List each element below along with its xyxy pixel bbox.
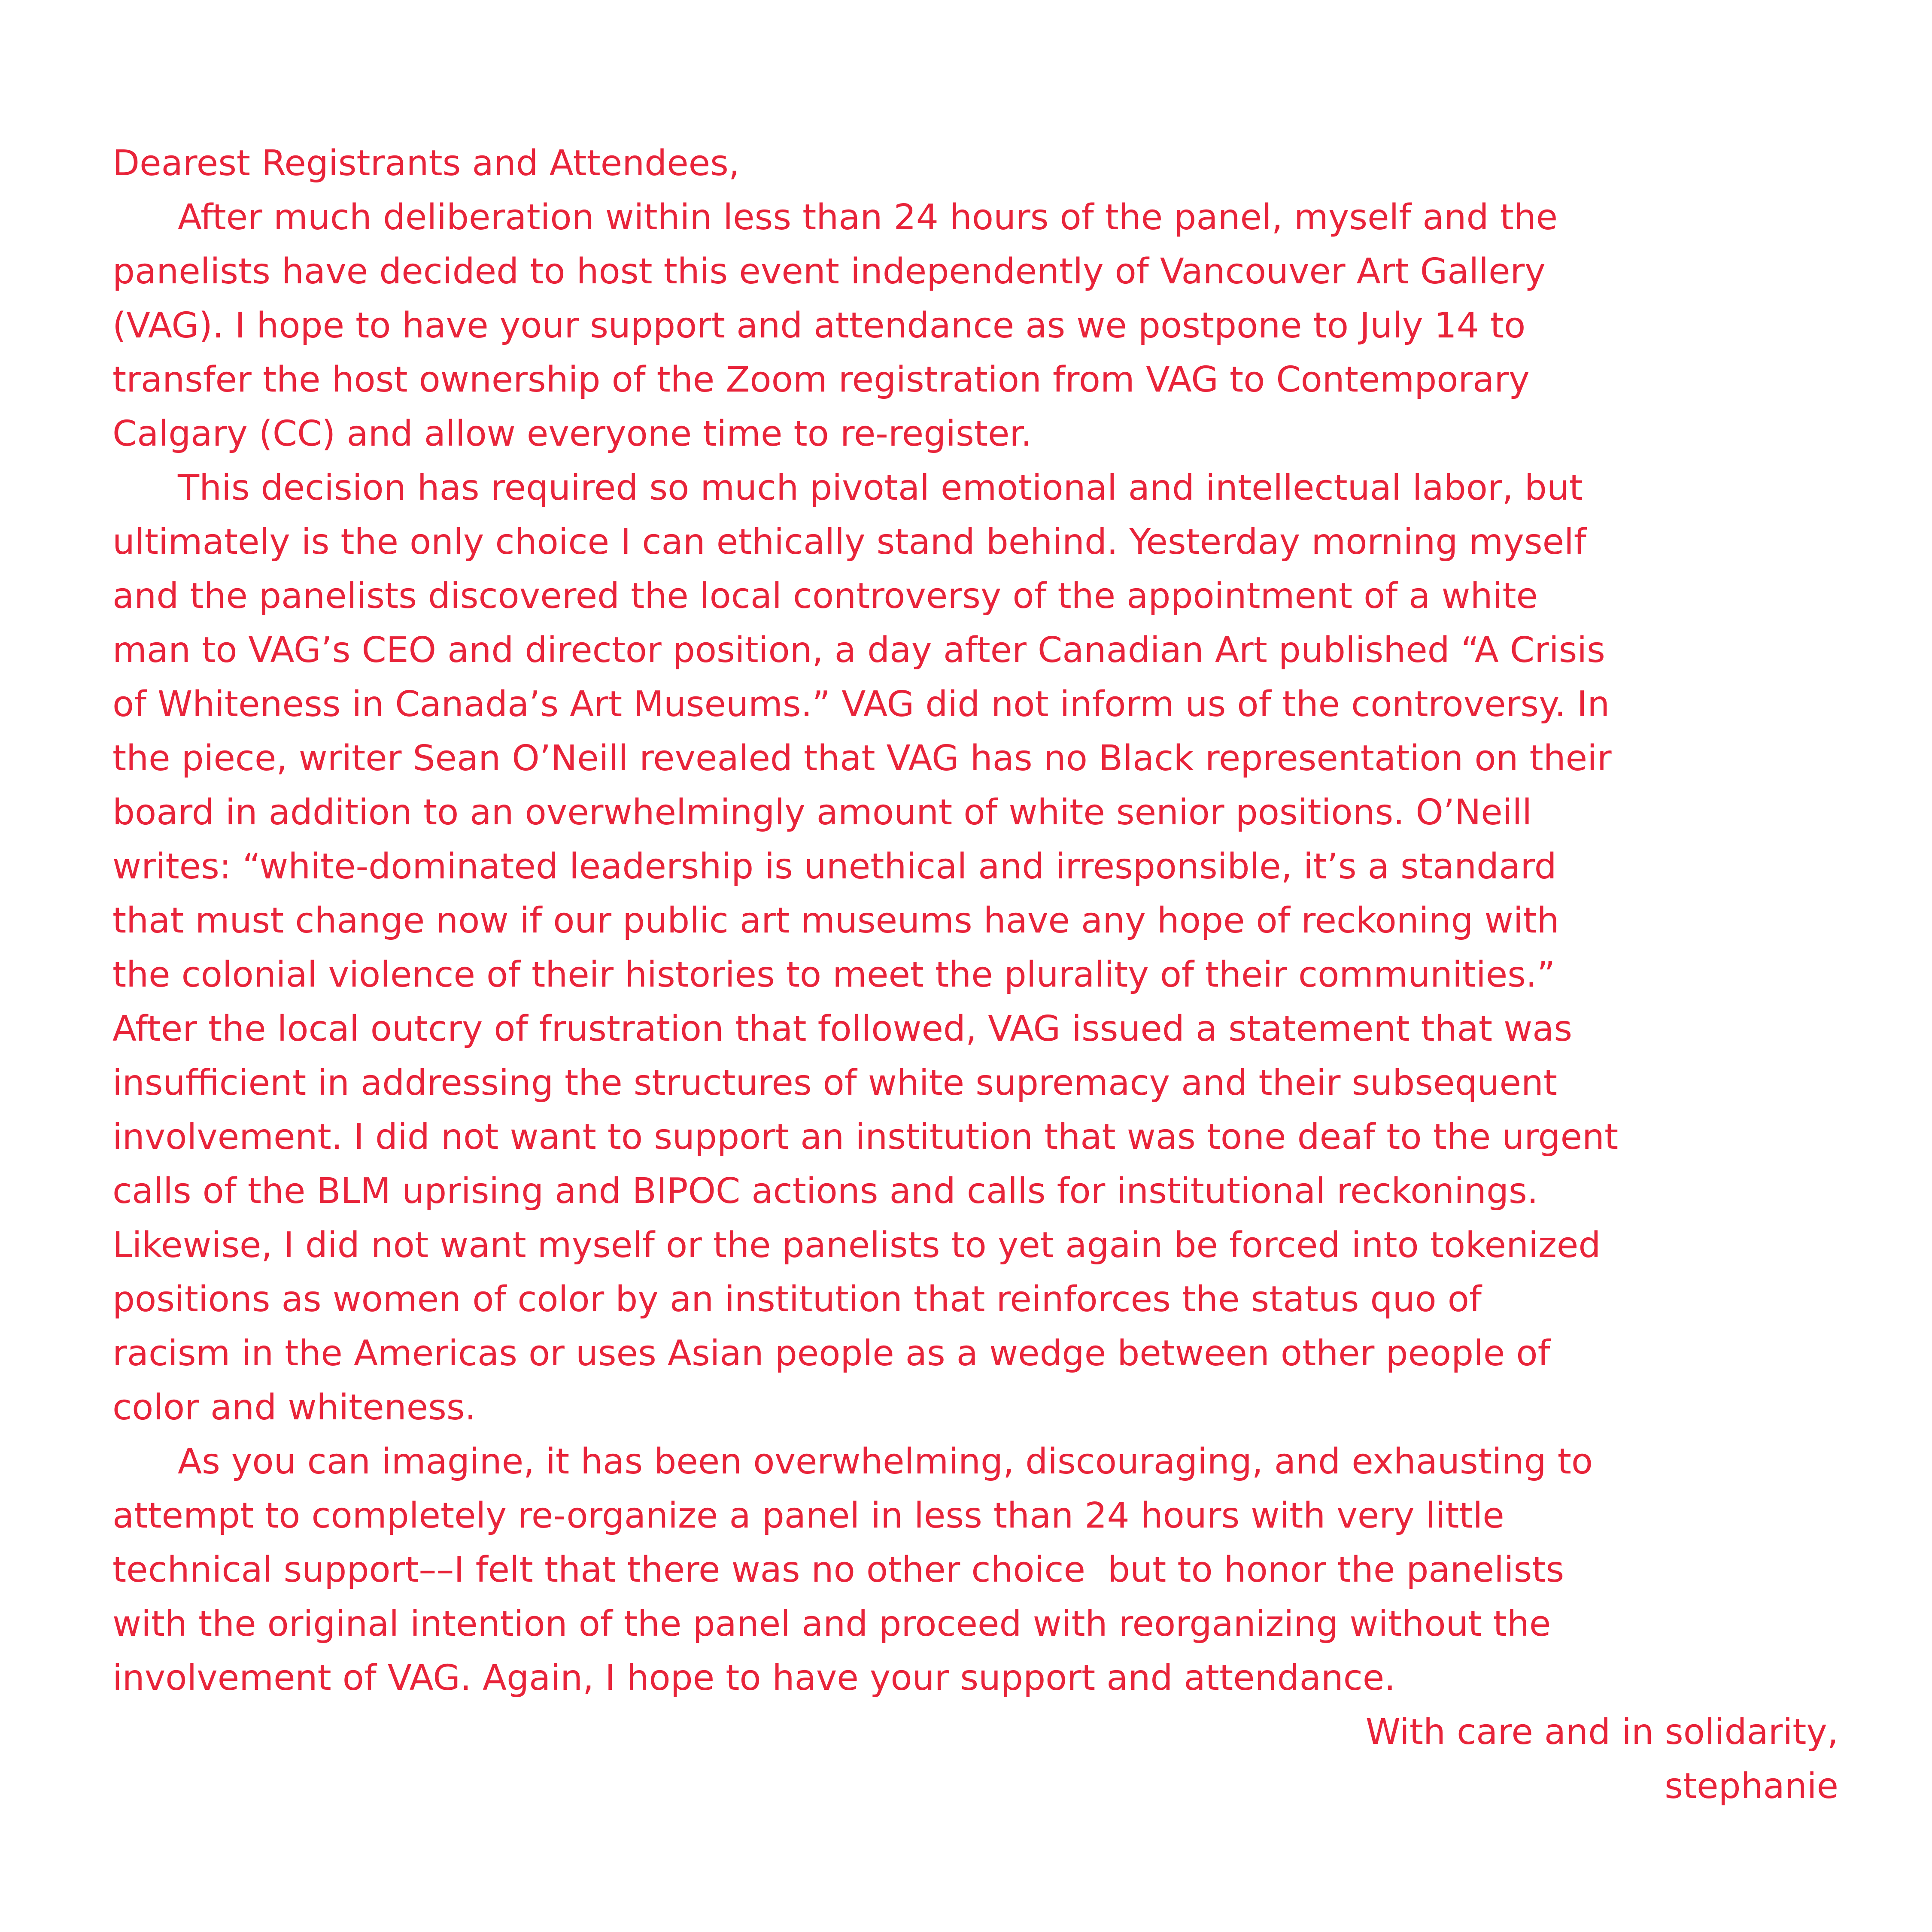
paragraph-line: As you can imagine, it has been overwhelming, discouraging, and exhausting to xyxy=(178,1441,1593,1482)
paragraph-line: color and whiteness. xyxy=(112,1387,476,1428)
paragraph-line: involvement of VAG. Again, I hope to have your support and attendance. xyxy=(112,1658,1396,1698)
closing xyxy=(112,1705,1838,1814)
greeting: Dearest Registrants and Attendees, xyxy=(112,143,740,184)
paragraph-line: the piece, writer Sean O’Neill revealed that VAG has no Black representation on their xyxy=(112,738,1612,779)
paragraph-line: calls of the BLM uprising and BIPOC actions and calls for institutional reckonings. xyxy=(112,1171,1538,1212)
paragraph-1 xyxy=(112,191,1838,461)
paragraph-line: board in addition to an overwhelmingly amount of white senior positions. O’Neill xyxy=(112,792,1532,833)
paragraph-line: insufficient in addressing the structures of white supremacy and their subsequent xyxy=(112,1063,1558,1103)
paragraph-line: technical support––I felt that there was no other choice but to honor the panelists xyxy=(112,1549,1564,1590)
paragraph-line: After much deliberation within less than 24 hours of the panel, myself and the xyxy=(178,197,1558,238)
paragraph-line: involvement. I did not want to support an institution that was tone deaf to the urgent xyxy=(112,1117,1619,1157)
paragraph-line: attempt to completely re-organize a panel in less than 24 hours with very little xyxy=(112,1495,1504,1536)
paragraph-line: man to VAG’s CEO and director position, a day after Canadian Art published “A Crisis xyxy=(112,630,1605,671)
paragraph-line: the colonial violence of their histories to meet the plurality of their communities.” xyxy=(112,954,1555,995)
paragraph-line: Likewise, I did not want myself or the panelists to yet again be forced into tokenized xyxy=(112,1225,1601,1266)
paragraph-line: transfer the host ownership of the Zoom registration from VAG to Contemporary xyxy=(112,359,1530,400)
paragraph-line: positions as women of color by an institution that reinforces the status quo of xyxy=(112,1279,1482,1320)
letter-body xyxy=(112,137,1838,1814)
paragraph-line: and the panelists discovered the local controversy of the appointment of a white xyxy=(112,576,1538,617)
paragraph-line: Calgary (CC) and allow everyone time to re-register. xyxy=(112,413,1032,454)
paragraph-line: After the local outcry of frustration that followed, VAG issued a statement that was xyxy=(112,1009,1573,1049)
paragraph-3 xyxy=(112,1435,1838,1705)
paragraph-line: writes: “white-dominated leadership is unethical and irresponsible, it’s a standard xyxy=(112,846,1557,887)
paragraph-line: with the original intention of the panel and proceed with reorganizing without the xyxy=(112,1604,1551,1644)
signature: stephanie xyxy=(1665,1766,1838,1807)
paragraph-line: of Whiteness in Canada’s Art Museums.” VAG did not inform us of the controversy. In xyxy=(112,684,1610,725)
paragraph-line: panelists have decided to host this event independently of Vancouver Art Gallery xyxy=(112,251,1546,292)
paragraph-line: that must change now if our public art museums have any hope of reckoning with xyxy=(112,900,1559,941)
paragraph-line: racism in the Americas or uses Asian people as a wedge between other people of xyxy=(112,1333,1550,1374)
paragraph-line: This decision has required so much pivotal emotional and intellectual labor, but xyxy=(178,468,1583,508)
paragraph-2 xyxy=(112,461,1838,1435)
valediction: With care and in solidarity, xyxy=(1365,1712,1838,1753)
paragraph-line: (VAG). I hope to have your support and attendance as we postpone to July 14 to xyxy=(112,305,1526,346)
paragraph-line: ultimately is the only choice I can ethically stand behind. Yesterday morning myself xyxy=(112,522,1586,562)
